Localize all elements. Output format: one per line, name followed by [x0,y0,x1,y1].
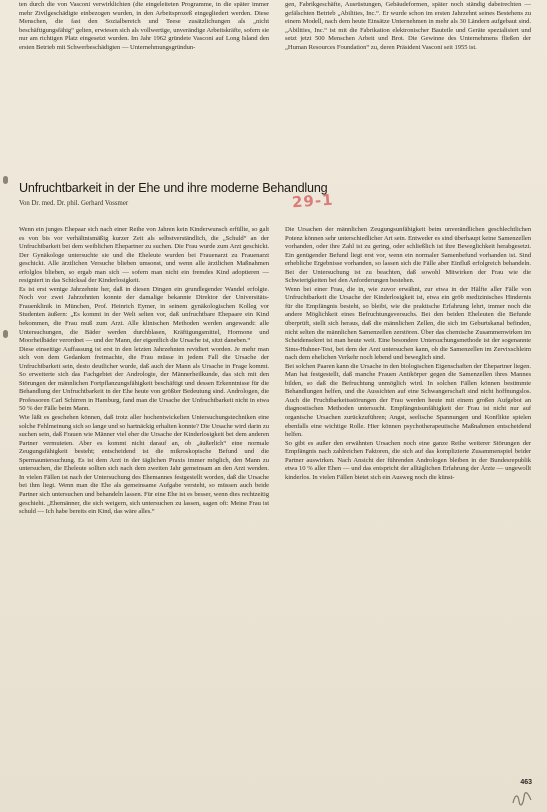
article-paragraph: Wie läßt es geschehen können, daß trotz aller hochentwickelten Untersuchungstechniken eine solche Fehlmeinung sich so lange und so hartnäckig erhalten konnte? Die Ursache wird darin zu suchen sein, daß Frauen wie Männer viel eher die Ursache der Kinderlosigkeit bei dem anderen Partner vermuteten. Aber es kommt nicht darauf an, ob „äußerlich“ eine normale Zeugungsfähigkeit besteht; entscheidend ist die mikroskopische Befund und die Spermauntersuchung. Es ist dem Arzt in der täglichen Praxis immer möglich, den Mann zu untersuchen, die Eheleute sollten sich nach dem zweiten Jahr gemeinsam an den Arzt wenden. In vielen Fällen ist nach der Untersuchung des Ehemannes festgestellt worden, daß die Ursache bei ihm liegt. Wenn man die Ehe als gemeinsame Aufgabe versteht, so müssen auch beide Partner sich untersuchen und behandeln lassen. Für eine Ehe ist es besser, wenn dies rechtzeitig geschieht. „Ehemänner, die sich weigern, sich untersuchen zu lassen, sagen oft: Meine Frau ist schuld — Ich habe bereits ein Kind, das wäre alles.“ [19,414,269,516]
article-paragraph: Bei solchen Paaren kann die Ursache in den biologischen Eigenschaften der Ehepartner liegen. Man hat festgestellt, daß manche Frauen Antikörper gegen die Samenzellen ihres Mannes bilden, so daß die Befruchtung unmöglich wird. In solchen Fällen können bestimmte Behandlungen helfen, und die Aussichten auf eine Schwangerschaft sind nicht hoffnungslos. Auch die Fruchtbarkeitsstörungen der Frau werden heute mit einem großen Aufgebot an diagnostischen Methoden untersucht. Empfängnisunfähigkeit der Frau ist nicht nur auf organische Ursachen zurückzuführen; Angst, seelische Spannungen und Konflikte spielen ebenfalls eine wichtige Rolle. Hier können psychotherapeutische Maßnahmen entscheidend helfen. [285,362,531,439]
handwritten-scribble-mark [511,791,533,807]
article-paragraph: Die Ursachen der männlichen Zeugungsunfähigkeit beim unverändlichen geschlechtlichen Potenz können sehr unterschiedlicher Art sein. Entweder es sind überhaupt keine Samenzellen vorhanden, oder ihre Zahl ist zu gering, oder schließlich ist ihre Beweglichkeit herabgesetzt. Ein genügender Befund liegt erst vor, wenn ein normaler Samenbefund vorhanden ist. Sind erhebliche Ergebnisse vorhanden, so lassen sich die Fälle aber Einfluß erfolgreich behandeln. Bei der Untersuchung ist zu beachten, daß sowohl Mitwirken der Frau wie die Schwierigkeiten bei den Anforderungen bestehen. [285,226,531,285]
page-number: 463 [520,779,532,786]
article-paragraph: So gibt es außer den erwähnten Ursachen noch eine ganze Reihe weiterer Störungen der Empfängnis nach zahlreichen Faktoren, die sich auf das komplizierte Zusammenspiel beider Partner auswirken. Nach Ansicht der führenden Andrologen bleiben in der Bundesrepublik etwa 10 % aller Ehen — und das entspricht der alltäglichen Erfahrung der Ärzte — ungewollt kinderlos. In vielen Fällen bietet sich ein Ausweg noch die künst- [285,439,531,481]
previous-article-text-left: ten durch die von Vasconi verwirklichten (die eingeleiteten Programme, in die später immer mehr Zivilgeschädigte einbezogen wurden, in den Arbeitsprozeß eingegliedert werden. Diese Menschen, die fast den Sozialbereich und Teese zusätzlichungen als „nicht beschäftigungsfähig“ gelten, erwiesen sich als vollwertige, unverändige Arbeitskräfte, sofern sie nur am richtigen Platz eingesetzt wurden. Im Jahr 1962 gründete Vasconi auf Long Island den ersten Betrieb mit Schwerbeschädigten — Unternehmungsgründun- [19,1,269,51]
article-byline: Von Dr. med. Dr. phil. Gerhard Vossmer [19,200,129,207]
article-column-left [19,226,269,786]
article-paragraph: Es ist erst wenige Jahrzehnte her, daß in diesen Dingen ein grundlegender Wandel erfolgte. Noch vor zwei Jahrzehnten konnte der damalige bekannte Direktor der Universitäts-Frauenklinik in München, Prof. Heinrich Eymer, in seinem gynäkologischen Kolleg vor Studenten äußern: „Es kommt in der Welt selten vor, daß unfruchtbare Ehepaare ein Kind bekommen, die Frau muß zum Arzt. Alle klinischen Methoden werden angewandt: alle Untersuchungen, die Bäder werden durchblasen, Kräftigungsmittel, Hormone und Moorheilbäder verordnet — und der Mann, der eigentlich die Ursache ist, sitzt daneben.“ [19,285,269,345]
article-paragraph: Diese einseitige Auffassung ist erst in den letzten Jahrzehnten revidiert worden. Je mehr man sich von dem Gedanken freimachte, die Frau müsse in jedem Fall die Ursache der Unfruchtbarkeit sein, desto deutlicher wurde, daß auch der Mann als Ursache in Frage kommt. So erweiterte sich das Fachgebiet der Andrologie, der Männerheilkunde, das sich mit den Störungen der männlichen Fortpflanzungsfähigkeit beschäftigt und dessen Erkenntnisse für die Behandlung der Unfruchtbarkeit in der Ehe heute von größter Bedeutung sind. Andrologen, die Professoren Carl Schirren in Hamburg, fand man die Ursache der Unfruchtbarkeit nicht in etwa 50 % der Fälle beim Mann. [19,345,269,413]
previous-article-column-left [19,1,269,125]
article-paragraph: Wenn bei einer Frau, die in, wie zuvor erwähnt, zur etwa in der Hälfte aller Fälle von Unfruchtbarkeit die Ursache der Kinderlosigkeit ist, etwa ein gröb medizinisches Hindernis für die Empfängnis besteht, so bleibt, wie die praktische Erfahrung lehrt, immer noch die andere Möglichkeit eines Befruchtungsversuchs. Bei den beiden Eheleuten die Befunde überprüft, stellt sich heraus, daß die männlichen Zellen, die sich im Geburtskanal befinden, nicht selten die männlichen Samenzellen zerstören. Über das chemische Zusammenwirken im Scheidensekret ist man heute weit. Eine besondere Untersuchungsmethode ist der sogenannte Sims-Huhner-Test, bei dem der Arzt untersuchen kann, ob die Samenzellen im Zervixschleim nach dem ehelichen Verkehr noch lebend und beweglich sind. [285,285,531,362]
punch-hole-mark [3,330,8,338]
punch-hole-mark [3,176,8,184]
article-title: Unfruchtbarkeit in der Ehe und ihre moderne Behandlung [19,181,328,195]
article-column-right [285,226,531,786]
handwritten-annotation: 29-1 [291,190,335,212]
previous-article-text-right: gen, Fabrikgeschäfte, Ausrüstungen, Gebäudeformen, später noch ständig dabeirechten — gefälschten Betrieb „Abilities, Inc.“. Er wurde schon im ersten Jahrzehnt seines Bestehens zu einem Modell, nach dem heute Einsätze Unternehmen in mehr als 30 Ländern aufgebaut sind. „Abilities, Inc.“ ist mit die Fabrikation elektronischer Bauteile und Geräte spezialisiert und setzt jetzt 500 Menschen Arbeit und Brot. Die Gewinne des Unternehmens fließen der „Human Resources Foundation“ zu, deren Präsident Vasconi seit 1955 ist. [285,1,531,51]
previous-article-column-right [285,1,531,125]
article-paragraph: Wenn ein junges Ehepaar sich nach einer Reihe von Jahren kein Kinderwunsch erfüllte, so galt es von bis vor verhältnismäßig kurzer Zeit als selbstverständlich, die „Schuld“ an der Unfruchtbarkeit bei dem weiblichen Ehepartner zu suchen. Die Frau wurde zum Arzt geschickt. Der Gynäkologe untersuchte sie und die Eheleute wurden bei Frauenarzt zu Frauenarzt geschickt. Alle ärztlichen Versuche blieben umsonst, und wenn alle ärztlichen Maßnahmen erfolglos blieben, so ergab man sich — sofern man nicht ein fremdes Kind adoptieren — resigniert in das Schicksal der Kinderlosigkeit. [19,226,269,285]
